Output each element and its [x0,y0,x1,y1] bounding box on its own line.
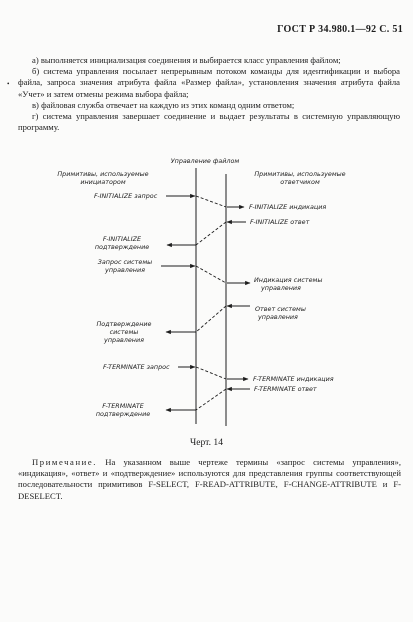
svg-text:управления: управления [258,313,298,321]
svg-text:Примитивы, используемые: Примитивы, используемые [57,170,149,178]
label-initialize-request [94,192,158,200]
svg-text:системы: системы [109,328,139,336]
svg-text:Управление файлом: Управление файлом [170,157,240,165]
note-label: Примечание. [32,457,98,467]
label-control-request [98,258,152,274]
label-initialize-response [250,218,310,226]
paragraph-d: г) система управления завершает соединение и выдает результаты в системную управляющую программу. [18,111,400,133]
svg-text:Подтверждение: Подтверждение [96,320,152,328]
label-control-indication [254,276,322,292]
svg-text:Индикация системы: Индикация системы [254,276,323,284]
label-control-response [255,305,306,321]
svg-text:F-INITIALIZE: F-INITIALIZE [102,235,142,243]
svg-text:подтверждение: подтверждение [94,243,150,251]
svg-text:Запрос системы: Запрос системы [97,258,153,266]
paragraph-a: а) выполняется инициализация соединения и выбирается класс управления файлом; [32,55,341,65]
svg-text:ответчиком: ответчиком [280,178,320,186]
label-initialize-confirm [95,235,149,251]
margin-mark: • [7,80,10,88]
svg-text:F-TERMINATE индикация: F-TERMINATE индикация [253,375,334,383]
label-terminate-response [254,385,317,393]
svg-text:управления: управления [261,284,301,292]
svg-text:F-TERMINATE ответ: F-TERMINATE ответ [254,385,317,393]
svg-text:управления: управления [104,336,144,344]
svg-text:управления: управления [105,266,145,274]
svg-text:F-TERMINATE запрос: F-TERMINATE запрос [103,363,170,371]
label-control-confirm [97,320,152,344]
label-terminate-indication [253,375,334,383]
svg-text:Примитивы, используемые: Примитивы, используемые [254,170,346,178]
svg-text:F-INITIALIZE индикация: F-INITIALIZE индикация [249,203,327,211]
svg-text:инициатором: инициатором [80,178,126,186]
figure-caption: Черт. 14 [189,437,224,448]
label-terminate-confirm [96,402,150,418]
note-text: На указанном выше чертеже термины «запрос системы управления», «индикация», «ответ» и «подтверждение» используются для представления группы соответствующей последовательности примитивов F-SELECT, F-READ-ATTRIBUTE, F-CHANGE-ATTRIBUTE и F-DESELECT. [18,457,401,501]
paragraph-c: в) файловая служба отвечает на каждую из этих команд одним ответом; [32,99,295,110]
svg-text:F-INITIALIZE ответ: F-INITIALIZE ответ [250,218,310,226]
label-terminate-request [103,363,170,371]
page-header: ГОСТ Р 34.980.1—92 С. 51 [277,24,403,35]
svg-text:Ответ системы: Ответ системы [255,305,306,313]
transfer-lines [196,196,226,410]
svg-text:F-INITIALIZE запрос: F-INITIALIZE запрос [94,192,158,200]
paragraph-b: б) система управления посылает непрерывным потоком команды для идентификации и выбора файла, запроса значения атрибута файла «Размер файла», установления значения атрибута файла «Учет» и затем отмены режима выбора файла; [18,66,400,99]
svg-text:подтверждение: подтверждение [95,410,151,418]
right-column-header [254,170,345,186]
svg-text:F-TERMINATE: F-TERMINATE [102,402,144,410]
diagram-title [171,157,240,165]
label-initialize-indication [249,203,326,211]
left-column-header [57,170,148,186]
note [18,457,401,502]
